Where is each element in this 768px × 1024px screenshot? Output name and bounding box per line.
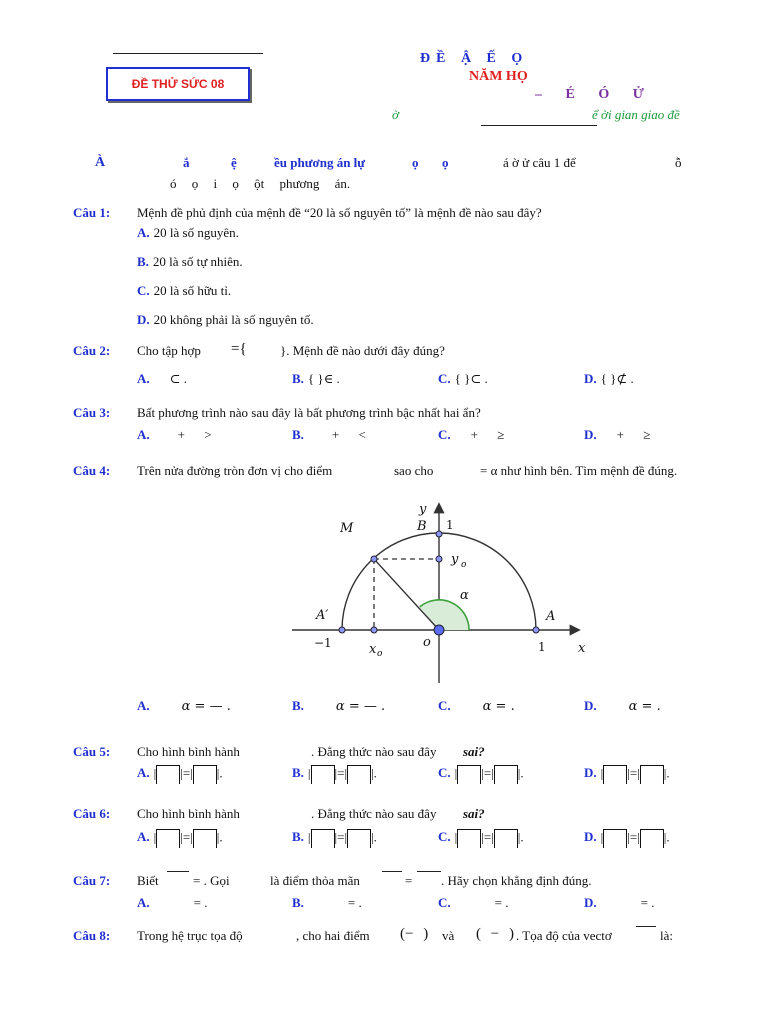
label-x: x [578,641,586,656]
q7-option-d[interactable]: D. = . [584,895,655,910]
q3-text: Bất phương trình nào sau đây là bất phương trình bậc nhất hai ẩn? [137,405,481,420]
title-line-3: – É Ó Ử [535,87,654,102]
point-b [436,531,442,537]
q7-option-a[interactable]: A. = . [137,895,208,910]
q6-option-b[interactable]: B. | |=| |. [292,829,377,848]
point-a [533,627,539,633]
point-xo [371,627,377,633]
point-yo [436,556,442,562]
label-yo: y [451,552,459,567]
label-a: A [546,609,556,624]
point-a-prime [339,627,345,633]
q8-text-g: là: [660,928,673,943]
radius-om [374,559,439,630]
instr-h: ỗ [675,155,682,170]
label-one-top: 1 [446,518,454,532]
q6-option-d[interactable]: D. | |=| |. [584,829,670,848]
q8-point-b: ( − ) [476,926,514,942]
q7-option-b[interactable]: B. = . [292,895,362,910]
q3-label: Câu 3: [73,405,111,420]
label-xo-sub: o [377,649,383,659]
q2-option-d[interactable]: D. { }⊄ . [584,371,634,386]
q7-option-c[interactable]: C. = . [438,895,509,910]
instr-c: ệ [231,155,237,170]
q4-label: Câu 4: [73,463,111,478]
origin-point [434,625,444,635]
q5-text-a: Cho hình bình hành [137,744,240,759]
q5-label: Câu 5: [73,744,111,759]
q8-text-b: , cho hai điểm [296,928,370,943]
q5-text-c: sai? [463,744,485,759]
q3-option-b[interactable]: B. + < [292,427,366,442]
q7-text-e: . Hãy chọn khẳng định đúng. [441,873,592,888]
q6-option-a[interactable]: A. | |=| |. [137,829,223,848]
label-y: y [419,502,427,517]
q7-text-d: = [405,873,413,888]
q2-text-c: }. Mệnh đề nào dưới đây đúng? [280,343,445,358]
q5-option-c[interactable]: C. | |=| |. [438,765,524,784]
instr-a: À [95,155,106,170]
q2-label: Câu 2: [73,343,111,358]
q6-text-b: . Đẳng thức nào sau đây [311,806,437,821]
q5-option-a[interactable]: A. | |=| |. [137,765,223,784]
instr-d: ều phương án lự [274,155,366,170]
point-m [371,556,377,562]
q1-option-c[interactable]: C. 20 là số hữu tỉ. [137,283,232,298]
q4-option-d[interactable]: D. α = . [584,698,661,714]
angle-wedge [420,600,469,630]
q1-option-d[interactable]: D. 20 không phải là số nguyên tố. [137,312,314,327]
q8-point-a: (− ) [400,926,429,942]
q6-text-a: Cho hình bình hành [137,806,240,821]
label-alpha: α [460,588,469,603]
exam-badge: ĐỀ THỬ SỨC 08 [106,67,250,101]
time-right: ể ời gian giao đề [592,107,680,122]
q1-option-b[interactable]: B. 20 là số tự nhiên. [137,254,243,269]
q1-option-a[interactable]: A. 20 là số nguyên. [137,225,239,240]
q3-option-a[interactable]: A. + > [137,427,212,442]
label-origin: o [423,635,431,650]
q8-text-f: . Tọa độ của vectơ [516,928,612,943]
instr-g: á ờ ử câu 1 để [503,155,576,170]
q2-text-b: ={ [231,341,247,357]
q3-option-d[interactable]: D. + ≥ [584,427,651,442]
instr-b: ắ [183,155,190,170]
q8-label: Câu 8: [73,928,111,943]
q4-option-c[interactable]: C. α = . [438,698,515,714]
q6-label: Câu 6: [73,806,111,821]
label-a-prime: A′ [316,608,329,623]
q4-text-c: = α như hình bên. Tìm mệnh đề đúng. [480,463,678,478]
label-one-right: 1 [538,640,546,654]
label-xo: x [369,642,377,657]
q4-text-b: sao cho [394,463,434,478]
instr-e: ọ [412,155,419,170]
q2-option-a[interactable]: A. ⊂ . [137,371,188,386]
q1-label: Câu 1: [73,205,111,220]
label-m: M [340,521,354,536]
q3-option-c[interactable]: C. + ≥ [438,427,505,442]
q6-option-c[interactable]: C. | |=| |. [438,829,524,848]
label-yo-sub: o [461,560,467,570]
time-left: ờ [392,107,399,122]
unit-semicircle-figure [280,495,590,685]
q4-option-b[interactable]: B. α = — . [292,698,386,714]
q4-option-a[interactable]: A. α = — . [137,698,231,714]
q4-text-a: Trên nửa đường tròn đơn vị cho điểm [137,463,333,478]
q2-text-a: Cho tập hợp [137,343,201,358]
instr-line2: ó ọ i ọ ột phương án. [170,176,351,191]
title-line-1: ĐỀ Ậ Ế Ọ [420,51,529,66]
q8-text-a: Trong hệ trục tọa độ [137,928,243,943]
instr-f: ọ [442,155,449,170]
q7-label: Câu 7: [73,873,111,888]
q2-option-b[interactable]: B. { }∈ . [292,371,340,386]
q2-option-c[interactable]: C. { }⊂ . [438,371,488,386]
label-minus-one: −1 [314,636,332,650]
q1-text: Mệnh đề phủ định của mệnh đề “20 là số nguyên tố” là mệnh đề nào sau đây? [137,205,542,220]
q6-text-c: sai? [463,806,485,821]
q5-option-d[interactable]: D. | |=| |. [584,765,670,784]
q5-text-b: . Đẳng thức nào sau đây [311,744,437,759]
q7-text-a: Biết [137,873,159,888]
q7-text-b: = . Gọi [193,873,230,888]
label-b: B [417,519,427,534]
q5-option-b[interactable]: B. | |=| |. [292,765,377,784]
q8-text-d: và [442,928,455,943]
q7-text-c: là điểm thỏa mãn [270,873,360,888]
title-line-2: NĂM HỌ [469,69,528,84]
